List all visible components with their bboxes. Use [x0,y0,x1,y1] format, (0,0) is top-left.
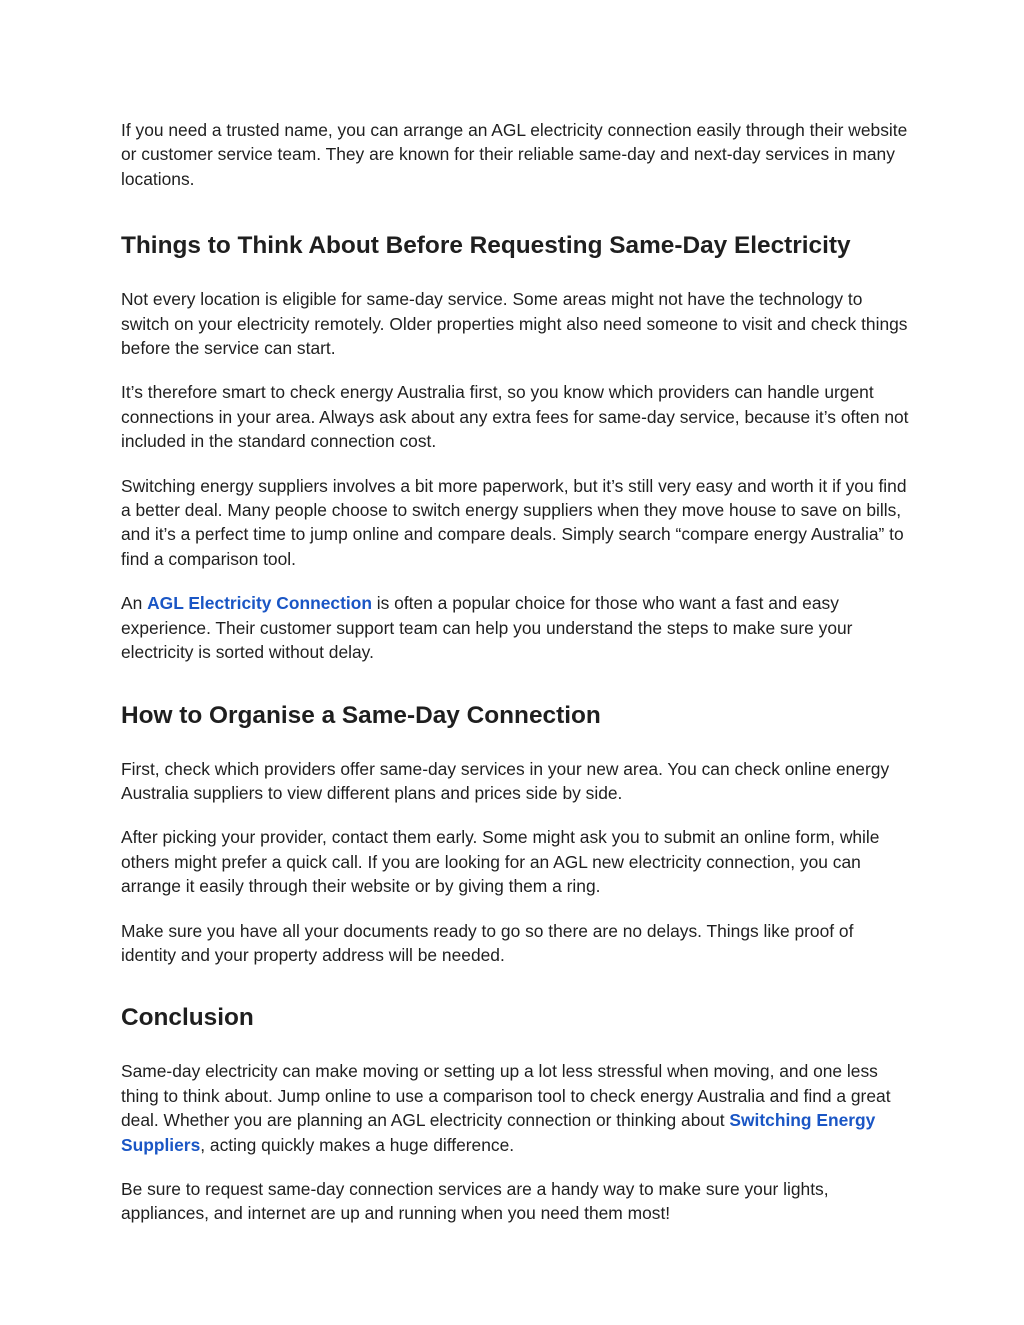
agl-electricity-connection-link[interactable]: AGL Electricity Connection [147,593,372,614]
document-body [121,118,911,1226]
conclusion-text-after: , acting quickly makes a huge difference. [200,1134,515,1155]
agl-connection-paragraph [121,591,911,664]
conclusion-paragraph [121,1059,911,1157]
agl-paragraph-text-before: An [121,593,148,614]
contact-provider-paragraph: After picking your provider, contact them early. Some might ask you to submit an online form, while others might prefer a quick call. If you are looking for an AGL new electricity connection, you can arrange it easily through their website or by giving them a ring. [121,827,880,897]
section-heading-things-to-think: Things to Think About Before Requesting Same-Day Electricity [121,232,851,260]
final-paragraph: Be sure to request same-day connection services are a handy way to make sure your lights, appliances, and internet are up and running when you need them most! [121,1178,829,1224]
agl-paragraph-text-after: is often a popular choice for those who want a fast and easy experience. Their customer support team can help you understand the steps to make sure your electricity is sorted without delay. [121,593,853,663]
intro-paragraph: If you need a trusted name, you can arrange an AGL electricity connection easily through their website or customer service team. They are known for their reliable same-day and next-day services in many locations. [121,120,908,189]
check-energy-paragraph: It’s therefore smart to check energy Australia first, so you know which providers can handle urgent connections in your area. Always ask about any extra fees for same-day service, because it’s often not included in the standard connection cost. [121,382,909,452]
switching-suppliers-paragraph: Switching energy suppliers involves a bit more paperwork, but it’s still very easy and worth it if you find a better deal. Many people choose to switch energy suppliers when they move house to save on bills, and it’s a perfect time to jump online and compare deals. Simply search “compare energy Australia” to find a comparison tool. [121,475,907,569]
eligibility-paragraph: Not every location is eligible for same-day service. Some areas might not have the technology to switch on your electricity remotely. Older properties might also need someone to visit and check things before the service can start. [121,289,908,359]
conclusion-text-before: Same-day electricity can make moving or setting up a lot less stressful when moving, and one less thing to think about. Jump online to use a comparison tool to check energy Australia and find a great deal. Whether you are planning an AGL electricity connection or thinking about [121,1061,891,1131]
switching-energy-suppliers-link[interactable]: Switching Energy Suppliers [121,1110,876,1155]
section-heading-conclusion: Conclusion [121,1004,254,1032]
section-heading-how-to-organise: How to Organise a Same-Day Connection [121,701,601,729]
documents-paragraph: Make sure you have all your documents ready to go so there are no delays. Things like proof of identity and your property address will be needed. [121,920,854,965]
check-providers-paragraph: First, check which providers offer same-day services in your new area. You can check online energy Australia suppliers to view different plans and prices side by side. [121,758,890,803]
